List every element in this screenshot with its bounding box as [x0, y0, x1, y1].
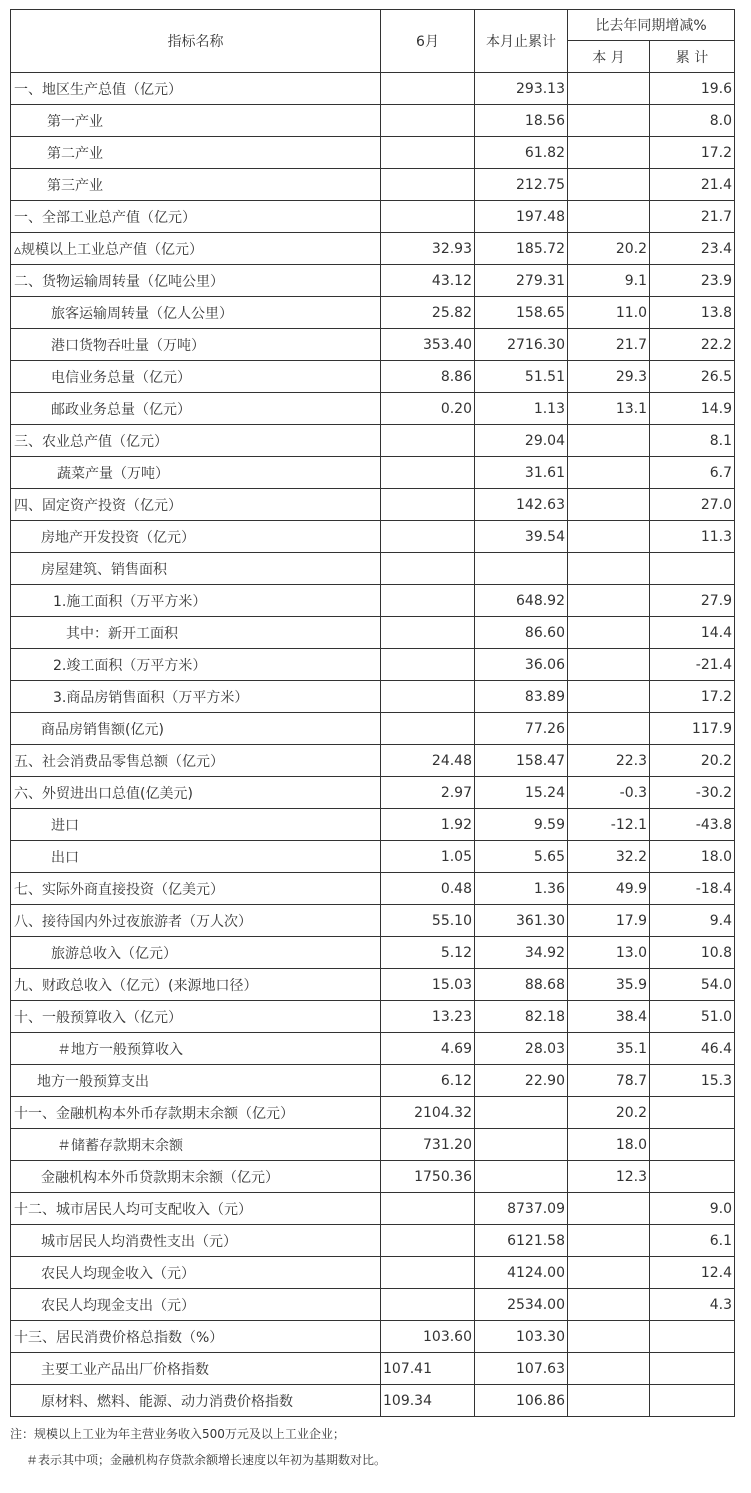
- row-name: 一、全部工业总产值（亿元）: [11, 201, 381, 233]
- row-cumulative-value: 107.63: [475, 1353, 568, 1385]
- row-month-value: [381, 1289, 475, 1321]
- table-row: [11, 297, 735, 329]
- table-row: [11, 713, 735, 745]
- row-cumulative-value: [475, 1129, 568, 1161]
- row-cumulative-value: 34.92: [475, 937, 568, 969]
- row-cumulative-value: 29.04: [475, 425, 568, 457]
- table-row: [11, 1321, 735, 1353]
- row-month-value: [381, 201, 475, 233]
- row-cumulative-value: 1.36: [475, 873, 568, 905]
- row-yoy-cumulative: -43.8: [650, 809, 735, 841]
- row-cumulative-value: 2534.00: [475, 1289, 568, 1321]
- row-name: 十二、城市居民人均可支配收入（元）: [11, 1193, 381, 1225]
- row-yoy-month: 20.2: [568, 233, 650, 265]
- row-cumulative-value: 5.65: [475, 841, 568, 873]
- row-cumulative-value: 1.13: [475, 393, 568, 425]
- table-row: [11, 617, 735, 649]
- row-name: 农民人均现金收入（元）: [11, 1257, 381, 1289]
- row-month-value: [381, 73, 475, 105]
- row-cumulative-value: 9.59: [475, 809, 568, 841]
- row-yoy-month: [568, 457, 650, 489]
- table-row: [11, 457, 735, 489]
- table-row: [11, 169, 735, 201]
- row-yoy-cumulative: 12.4: [650, 1257, 735, 1289]
- row-yoy-month: [568, 553, 650, 585]
- table-row: [11, 745, 735, 777]
- row-yoy-cumulative: 9.0: [650, 1193, 735, 1225]
- table-row: [11, 521, 735, 553]
- row-month-value: 43.12: [381, 265, 475, 297]
- row-yoy-cumulative: 20.2: [650, 745, 735, 777]
- row-yoy-cumulative: [650, 1129, 735, 1161]
- row-month-value: 5.12: [381, 937, 475, 969]
- row-name: 房屋建筑、销售面积: [11, 553, 381, 585]
- row-name: 一、地区生产总值（亿元）: [11, 73, 381, 105]
- header-yoy: 比去年同期增减%: [568, 10, 735, 41]
- row-yoy-cumulative: 19.6: [650, 73, 735, 105]
- row-yoy-cumulative: 8.1: [650, 425, 735, 457]
- row-yoy-month: 21.7: [568, 329, 650, 361]
- row-month-value: 6.12: [381, 1065, 475, 1097]
- row-name: 四、固定资产投资（亿元）: [11, 489, 381, 521]
- table-row: [11, 777, 735, 809]
- row-month-value: 55.10: [381, 905, 475, 937]
- row-yoy-month: 78.7: [568, 1065, 650, 1097]
- table-row: [11, 1097, 735, 1129]
- row-cumulative-value: 28.03: [475, 1033, 568, 1065]
- row-month-value: 25.82: [381, 297, 475, 329]
- row-yoy-month: [568, 201, 650, 233]
- row-name: ＃储蓄存款期末余额: [11, 1129, 381, 1161]
- row-month-value: [381, 1257, 475, 1289]
- row-yoy-cumulative: 9.4: [650, 905, 735, 937]
- table-body: [11, 73, 735, 1417]
- row-cumulative-value: 31.61: [475, 457, 568, 489]
- row-name: 电信业务总量（亿元）: [11, 361, 381, 393]
- row-cumulative-value: 22.90: [475, 1065, 568, 1097]
- row-name: 地方一般预算支出: [11, 1065, 381, 1097]
- row-name: 蔬菜产量（万吨）: [11, 457, 381, 489]
- row-yoy-month: [568, 617, 650, 649]
- row-month-value: 0.48: [381, 873, 475, 905]
- table-row: [11, 681, 735, 713]
- row-cumulative-value: 212.75: [475, 169, 568, 201]
- table-row: [11, 73, 735, 105]
- row-month-value: 107.41: [381, 1353, 475, 1385]
- row-name: 十三、居民消费价格总指数（%）: [11, 1321, 381, 1353]
- row-yoy-month: 18.0: [568, 1129, 650, 1161]
- row-yoy-cumulative: 27.0: [650, 489, 735, 521]
- table-row: [11, 329, 735, 361]
- row-yoy-cumulative: 6.7: [650, 457, 735, 489]
- header-month: 6月: [381, 10, 475, 73]
- row-month-value: [381, 489, 475, 521]
- row-yoy-cumulative: 21.4: [650, 169, 735, 201]
- row-yoy-cumulative: -21.4: [650, 649, 735, 681]
- row-yoy-cumulative: -18.4: [650, 873, 735, 905]
- table-row: [11, 809, 735, 841]
- row-cumulative-value: 15.24: [475, 777, 568, 809]
- row-name: 十一、金融机构本外币存款期末余额（亿元）: [11, 1097, 381, 1129]
- row-cumulative-value: 185.72: [475, 233, 568, 265]
- row-yoy-month: 35.1: [568, 1033, 650, 1065]
- row-yoy-month: [568, 1289, 650, 1321]
- row-cumulative-value: [475, 1097, 568, 1129]
- table-row: [11, 361, 735, 393]
- row-month-value: [381, 617, 475, 649]
- row-yoy-cumulative: [650, 1353, 735, 1385]
- row-name: 五、社会消费品零售总额（亿元）: [11, 745, 381, 777]
- row-cumulative-value: 88.68: [475, 969, 568, 1001]
- row-yoy-cumulative: 27.9: [650, 585, 735, 617]
- row-yoy-month: 22.3: [568, 745, 650, 777]
- row-name: 金融机构本外币贷款期末余额（亿元）: [11, 1161, 381, 1193]
- table-row: [11, 1065, 735, 1097]
- row-cumulative-value: 361.30: [475, 905, 568, 937]
- row-cumulative-value: 82.18: [475, 1001, 568, 1033]
- row-month-value: 2.97: [381, 777, 475, 809]
- row-name: 第二产业: [11, 137, 381, 169]
- row-cumulative-value: 36.06: [475, 649, 568, 681]
- row-yoy-cumulative: [650, 1097, 735, 1129]
- row-yoy-month: [568, 105, 650, 137]
- table-row: [11, 905, 735, 937]
- row-name: 旅游总收入（亿元）: [11, 937, 381, 969]
- row-month-value: [381, 521, 475, 553]
- table-row: [11, 1193, 735, 1225]
- row-name: 农民人均现金支出（元）: [11, 1289, 381, 1321]
- row-yoy-month: [568, 1385, 650, 1417]
- row-yoy-cumulative: 26.5: [650, 361, 735, 393]
- row-month-value: 4.69: [381, 1033, 475, 1065]
- table-row: [11, 1161, 735, 1193]
- row-name: 主要工业产品出厂价格指数: [11, 1353, 381, 1385]
- row-name: 商品房销售额(亿元): [11, 713, 381, 745]
- row-yoy-month: 20.2: [568, 1097, 650, 1129]
- row-yoy-month: 29.3: [568, 361, 650, 393]
- row-cumulative-value: 6121.58: [475, 1225, 568, 1257]
- row-month-value: 1.92: [381, 809, 475, 841]
- row-yoy-cumulative: 17.2: [650, 137, 735, 169]
- row-yoy-cumulative: 10.8: [650, 937, 735, 969]
- row-name: 3.商品房销售面积（万平方米）: [11, 681, 381, 713]
- row-yoy-cumulative: 18.0: [650, 841, 735, 873]
- table-row: [11, 553, 735, 585]
- row-yoy-cumulative: [650, 1321, 735, 1353]
- header-cumulative: 本月止累计: [475, 10, 568, 73]
- row-name: ＃地方一般预算收入: [11, 1033, 381, 1065]
- row-cumulative-value: 61.82: [475, 137, 568, 169]
- table-row: [11, 937, 735, 969]
- row-month-value: 103.60: [381, 1321, 475, 1353]
- row-name: 出口: [11, 841, 381, 873]
- row-yoy-month: 13.0: [568, 937, 650, 969]
- row-name: 1.施工面积（万平方米）: [11, 585, 381, 617]
- statistics-table: [10, 9, 735, 1417]
- row-month-value: 8.86: [381, 361, 475, 393]
- row-yoy-month: 49.9: [568, 873, 650, 905]
- row-cumulative-value: 51.51: [475, 361, 568, 393]
- row-yoy-month: [568, 169, 650, 201]
- table-row: [11, 233, 735, 265]
- row-month-value: 1750.36: [381, 1161, 475, 1193]
- row-yoy-month: 35.9: [568, 969, 650, 1001]
- row-name: 十、一般预算收入（亿元）: [11, 1001, 381, 1033]
- row-name: 第一产业: [11, 105, 381, 137]
- row-name: 港口货物吞吐量（万吨）: [11, 329, 381, 361]
- row-yoy-cumulative: 6.1: [650, 1225, 735, 1257]
- table-row: [11, 1001, 735, 1033]
- row-yoy-cumulative: [650, 1385, 735, 1417]
- row-month-value: 15.03: [381, 969, 475, 1001]
- row-cumulative-value: 103.30: [475, 1321, 568, 1353]
- row-yoy-month: 12.3: [568, 1161, 650, 1193]
- row-yoy-month: [568, 489, 650, 521]
- row-yoy-month: -0.3: [568, 777, 650, 809]
- row-cumulative-value: 106.86: [475, 1385, 568, 1417]
- row-yoy-cumulative: 23.4: [650, 233, 735, 265]
- row-name: ▵规模以上工业总产值（亿元）: [11, 233, 381, 265]
- row-yoy-cumulative: 117.9: [650, 713, 735, 745]
- row-yoy-cumulative: 23.9: [650, 265, 735, 297]
- table-row: [11, 1289, 735, 1321]
- row-month-value: [381, 585, 475, 617]
- row-month-value: [381, 713, 475, 745]
- row-name: 八、接待国内外过夜旅游者（万人次）: [11, 905, 381, 937]
- table-row: [11, 969, 735, 1001]
- row-month-value: [381, 553, 475, 585]
- row-cumulative-value: [475, 1161, 568, 1193]
- row-yoy-month: -12.1: [568, 809, 650, 841]
- row-yoy-cumulative: 15.3: [650, 1065, 735, 1097]
- row-yoy-month: [568, 713, 650, 745]
- row-cumulative-value: 158.47: [475, 745, 568, 777]
- row-cumulative-value: 197.48: [475, 201, 568, 233]
- table-row: [11, 425, 735, 457]
- table-row: [11, 137, 735, 169]
- row-month-value: 13.23: [381, 1001, 475, 1033]
- row-name: 二、货物运输周转量（亿吨公里）: [11, 265, 381, 297]
- row-name: 城市居民人均消费性支出（元）: [11, 1225, 381, 1257]
- row-month-value: [381, 649, 475, 681]
- row-yoy-cumulative: 8.0: [650, 105, 735, 137]
- row-cumulative-value: 648.92: [475, 585, 568, 617]
- row-cumulative-value: 39.54: [475, 521, 568, 553]
- row-cumulative-value: [475, 553, 568, 585]
- row-month-value: [381, 1193, 475, 1225]
- row-yoy-month: [568, 73, 650, 105]
- row-cumulative-value: 18.56: [475, 105, 568, 137]
- row-yoy-cumulative: 17.2: [650, 681, 735, 713]
- row-yoy-cumulative: 14.4: [650, 617, 735, 649]
- table-row: [11, 1385, 735, 1417]
- row-name: 七、实际外商直接投资（亿美元）: [11, 873, 381, 905]
- row-yoy-cumulative: 21.7: [650, 201, 735, 233]
- row-yoy-month: [568, 137, 650, 169]
- header-yoy-cumulative: 累 计: [650, 41, 735, 73]
- row-yoy-cumulative: 13.8: [650, 297, 735, 329]
- row-yoy-cumulative: 51.0: [650, 1001, 735, 1033]
- table-row: [11, 1033, 735, 1065]
- footnote-1: 注：规模以上工业为年主营业务收入500万元及以上工业企业；: [10, 1427, 345, 1441]
- row-name: 九、财政总收入（亿元）(来源地口径）: [11, 969, 381, 1001]
- row-cumulative-value: 293.13: [475, 73, 568, 105]
- row-yoy-month: [568, 1193, 650, 1225]
- row-yoy-month: 11.0: [568, 297, 650, 329]
- row-yoy-month: [568, 649, 650, 681]
- row-yoy-month: 9.1: [568, 265, 650, 297]
- row-cumulative-value: 83.89: [475, 681, 568, 713]
- table-row: [11, 105, 735, 137]
- row-name: 邮政业务总量（亿元）: [11, 393, 381, 425]
- row-yoy-month: [568, 521, 650, 553]
- table-row: [11, 585, 735, 617]
- row-yoy-month: 32.2: [568, 841, 650, 873]
- row-month-value: 32.93: [381, 233, 475, 265]
- header-indicator-name: 指标名称: [11, 10, 381, 73]
- footnotes: [10, 1424, 386, 1476]
- row-month-value: [381, 169, 475, 201]
- row-yoy-month: [568, 1257, 650, 1289]
- row-yoy-month: [568, 585, 650, 617]
- footnote-2: ＃表示其中项；金融机构存贷款余额增长速度以年初为基期数对比。: [26, 1453, 387, 1467]
- row-month-value: 1.05: [381, 841, 475, 873]
- row-yoy-month: [568, 1225, 650, 1257]
- row-name: 第三产业: [11, 169, 381, 201]
- row-name: 2.竣工面积（万平方米）: [11, 649, 381, 681]
- table-row: [11, 489, 735, 521]
- row-cumulative-value: 8737.09: [475, 1193, 568, 1225]
- row-cumulative-value: 158.65: [475, 297, 568, 329]
- row-yoy-month: [568, 1353, 650, 1385]
- row-yoy-month: [568, 681, 650, 713]
- row-month-value: 353.40: [381, 329, 475, 361]
- row-cumulative-value: 2716.30: [475, 329, 568, 361]
- table-row: [11, 1353, 735, 1385]
- row-month-value: 24.48: [381, 745, 475, 777]
- row-yoy-month: 38.4: [568, 1001, 650, 1033]
- row-month-value: [381, 681, 475, 713]
- row-yoy-month: [568, 1321, 650, 1353]
- row-name: 原材料、燃料、能源、动力消费价格指数: [11, 1385, 381, 1417]
- row-yoy-cumulative: 46.4: [650, 1033, 735, 1065]
- header-yoy-month: 本 月: [568, 41, 650, 73]
- row-name: 六、外贸进出口总值(亿美元): [11, 777, 381, 809]
- table-row: [11, 265, 735, 297]
- row-month-value: [381, 1225, 475, 1257]
- row-name: 房地产开发投资（亿元）: [11, 521, 381, 553]
- table-row: [11, 393, 735, 425]
- row-yoy-cumulative: [650, 1161, 735, 1193]
- row-month-value: 0.20: [381, 393, 475, 425]
- row-cumulative-value: 77.26: [475, 713, 568, 745]
- header-row: [11, 10, 735, 41]
- row-name: 其中：新开工面积: [11, 617, 381, 649]
- table-row: [11, 1257, 735, 1289]
- row-yoy-cumulative: 54.0: [650, 969, 735, 1001]
- row-yoy-month: 17.9: [568, 905, 650, 937]
- row-yoy-cumulative: [650, 553, 735, 585]
- row-name: 三、农业总产值（亿元）: [11, 425, 381, 457]
- row-yoy-month: 13.1: [568, 393, 650, 425]
- row-month-value: [381, 457, 475, 489]
- row-yoy-cumulative: 11.3: [650, 521, 735, 553]
- row-name: 旅客运输周转量（亿人公里）: [11, 297, 381, 329]
- row-month-value: [381, 425, 475, 457]
- row-month-value: 109.34: [381, 1385, 475, 1417]
- row-yoy-cumulative: 4.3: [650, 1289, 735, 1321]
- table-row: [11, 1129, 735, 1161]
- row-name: 进口: [11, 809, 381, 841]
- row-yoy-cumulative: -30.2: [650, 777, 735, 809]
- row-cumulative-value: 279.31: [475, 265, 568, 297]
- row-cumulative-value: 86.60: [475, 617, 568, 649]
- row-yoy-cumulative: 14.9: [650, 393, 735, 425]
- table-row: [11, 873, 735, 905]
- table-row: [11, 1225, 735, 1257]
- row-cumulative-value: 4124.00: [475, 1257, 568, 1289]
- row-yoy-month: [568, 425, 650, 457]
- row-month-value: [381, 105, 475, 137]
- table-row: [11, 841, 735, 873]
- row-month-value: [381, 137, 475, 169]
- table-row: [11, 201, 735, 233]
- table-row: [11, 649, 735, 681]
- row-month-value: 731.20: [381, 1129, 475, 1161]
- row-cumulative-value: 142.63: [475, 489, 568, 521]
- row-month-value: 2104.32: [381, 1097, 475, 1129]
- row-yoy-cumulative: 22.2: [650, 329, 735, 361]
